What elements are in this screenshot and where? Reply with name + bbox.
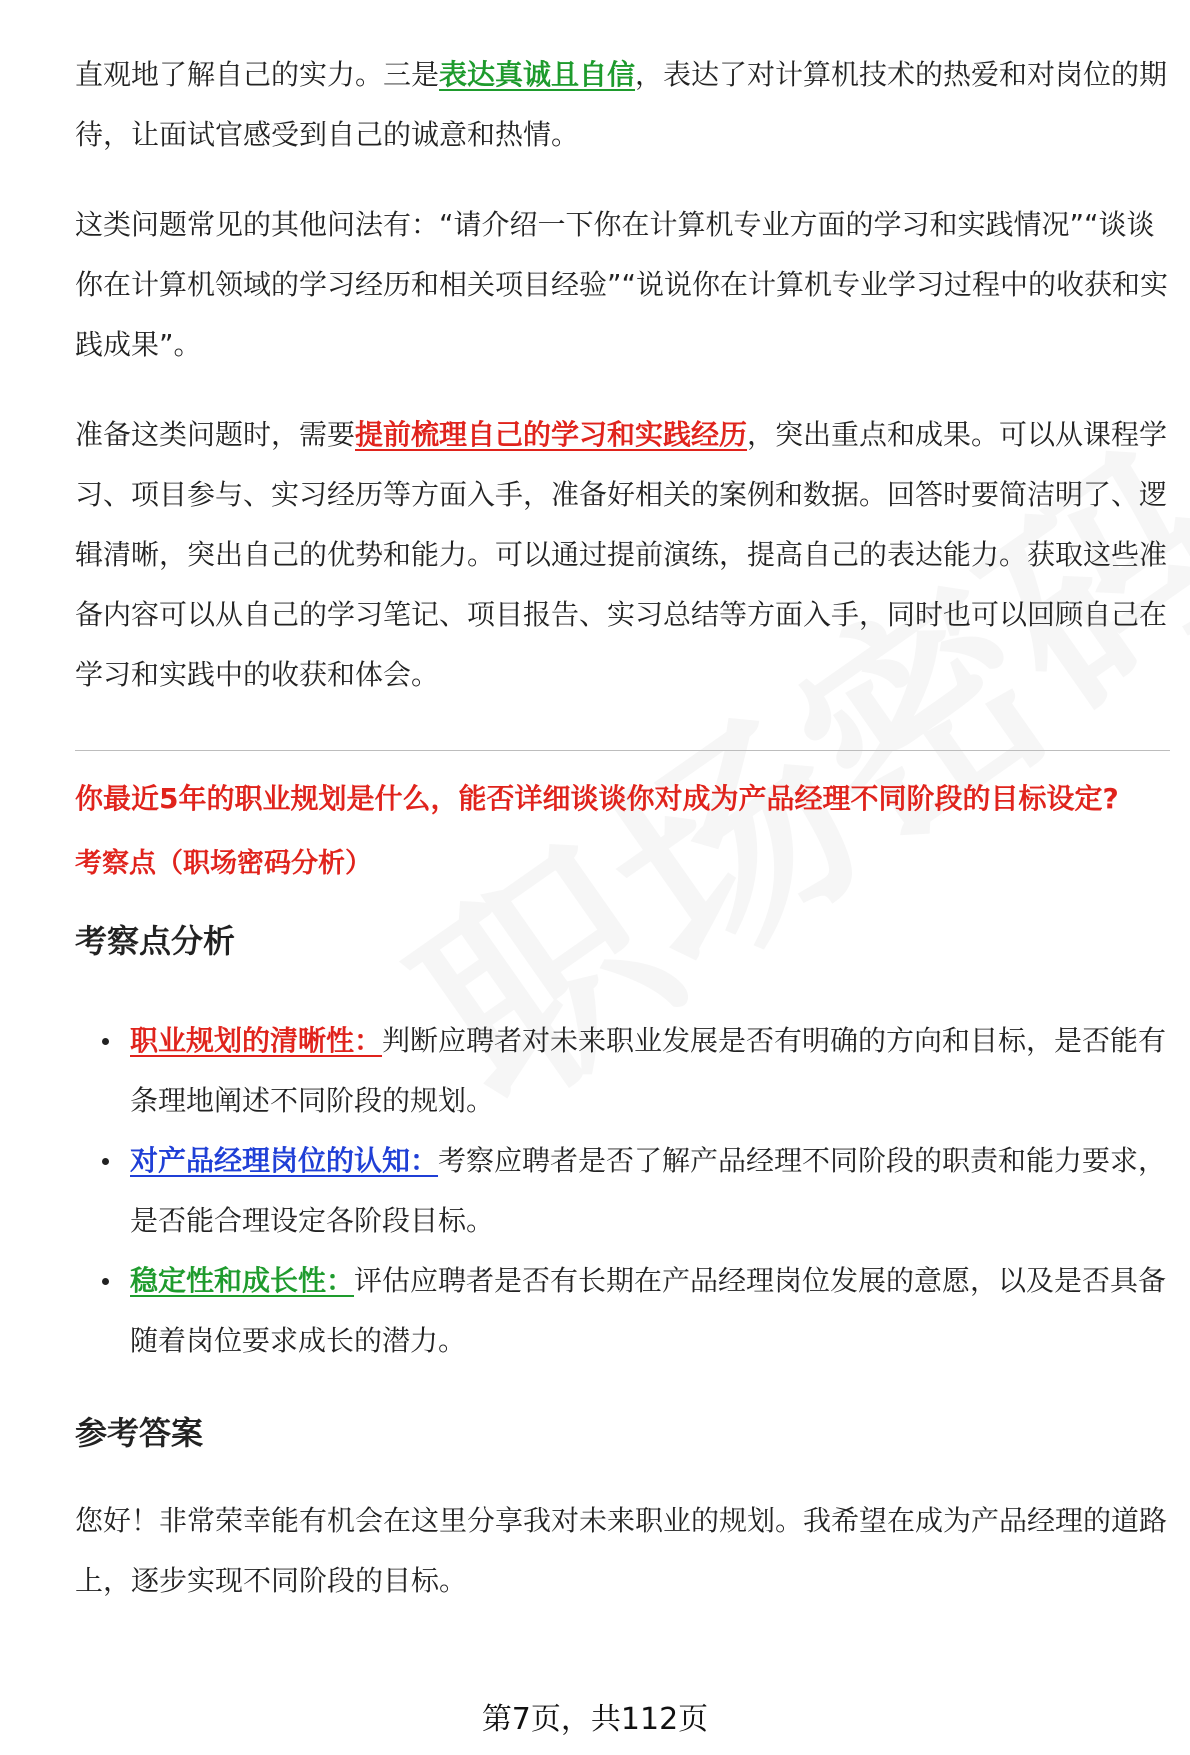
highlight-review-experience: 提前梳理自己的学习和实践经历	[355, 418, 748, 451]
paragraph-2: 这类问题常见的其他问法有：“请介绍一下你在计算机专业方面的学习和实践情况”“谈谈你在计算机领域的学习经历和相关项目经验”“说说你在计算机专业学习过程中的收获和实践成果”。	[75, 208, 1169, 361]
answer-heading: 参考答案	[75, 1414, 204, 1452]
section-divider	[75, 750, 1170, 751]
paragraph-1	[75, 45, 1170, 165]
bullet-dot-icon	[102, 1038, 109, 1045]
paragraph-3	[75, 405, 1170, 705]
bullet-dot-icon	[102, 1158, 109, 1165]
list-item	[75, 1251, 1170, 1371]
bullet-label: 稳定性和成长性：	[130, 1264, 355, 1297]
paragraph-3-suffix: ，突出重点和成果。可以从课程学习、项目参与、实习经历等方面入手，准备好相关的案例和数据。回答时要简洁明了、逻辑清晰，突出自己的优势和能力。可以通过提前演练，提高自己的表达能力。获取这些准备内容可以从自己的学习笔记、项目报告、实习总结等方面入手，同时也可以回顾自己在学习和实践中的收获和体会。	[75, 418, 1168, 691]
answer-paragraph: 您好！非常荣幸能有机会在这里分享我对未来职业的规划。我希望在成为产品经理的道路上，逐步实现不同阶段的目标。	[75, 1504, 1168, 1597]
bullet-label: 职业规划的清晰性：	[130, 1024, 383, 1057]
bullet-text: 判断应聘者对未来职业发展是否有明确的方向和目标，是否能有条理地阐述不同阶段的规划。	[130, 1024, 1167, 1117]
bullet-text: 评估应聘者是否有长期在产品经理岗位发展的意愿，以及是否具备随着岗位要求成长的潜力。	[130, 1264, 1167, 1357]
bullet-text: 考察应聘者是否了解产品经理不同阶段的职责和能力要求，是否能合理设定各阶段目标。	[130, 1144, 1167, 1237]
page-number: 第7页，共112页	[481, 1702, 709, 1737]
analysis-heading: 考察点分析	[75, 922, 236, 960]
list-item	[75, 1011, 1170, 1131]
highlight-sincere-confident: 表达真诚且自信	[439, 58, 636, 91]
analysis-subtitle: 考察点（职场密码分析）	[75, 848, 372, 879]
analysis-list	[75, 1011, 1170, 1371]
paragraph-1-prefix: 直观地了解自己的实力。三是	[75, 58, 440, 91]
bullet-label: 对产品经理岗位的认知：	[130, 1144, 439, 1177]
paragraph-3-prefix: 准备这类问题时，需要	[75, 418, 356, 451]
document-page	[75, 45, 1170, 1611]
paragraph-1-suffix: ，表达了对计算机技术的热爱和对岗位的期待，让面试官感受到自己的诚意和热情。	[75, 58, 1168, 151]
interview-question: 你最近5年的职业规划是什么，能否详细谈谈你对成为产品经理不同阶段的目标设定?	[75, 782, 1119, 815]
list-item	[75, 1131, 1170, 1251]
bullet-dot-icon	[102, 1278, 109, 1285]
